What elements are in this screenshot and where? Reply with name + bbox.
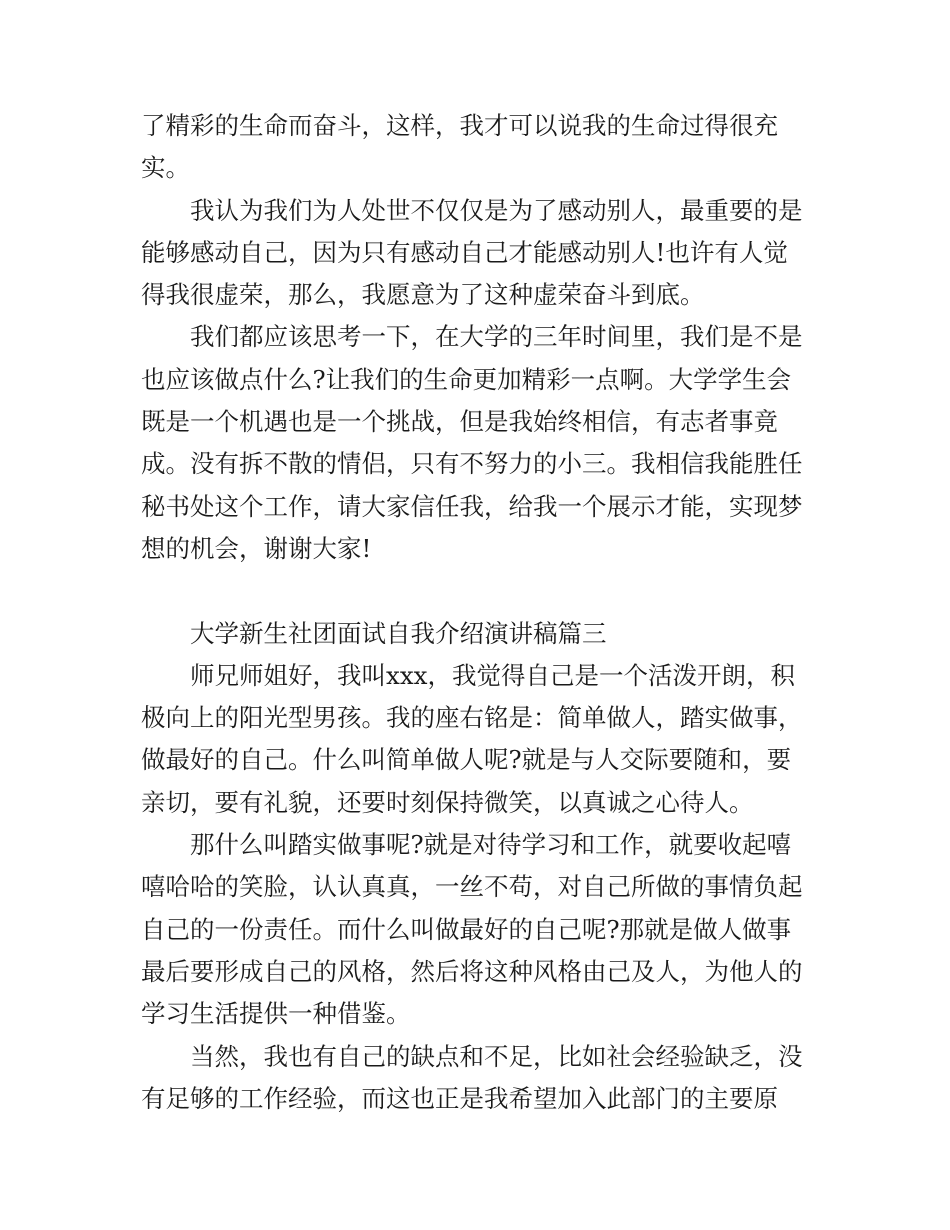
- text-line: 自己的一份责任。而什么叫做最好的自己呢?那就是做人做事: [141, 914, 792, 944]
- text-line: 了精彩的生命而奋斗，这样，我才可以说我的生命过得很充: [141, 111, 778, 140]
- text-line: 想的机会，谢谢大家!: [141, 533, 372, 563]
- paragraph-gap: [141, 570, 821, 612]
- text-line: 嘻哈哈的笑脸，认认真真，一丝不苟，对自己所做的事情负起: [141, 872, 803, 902]
- text-line: 得我很虚荣，那么，我愿意为了这种虚荣奋斗到底。: [141, 280, 705, 310]
- document-body: [141, 105, 821, 1120]
- text-line: 学习生活提供一种借鉴。: [141, 999, 411, 1029]
- text-line: 我们都应该思考一下，在大学的三年时间里，我们是不是: [190, 322, 803, 352]
- section-heading: 大学新生社团面试自我介绍演讲稿篇三: [190, 618, 607, 648]
- text-line: 我认为我们为人处世不仅仅是为了感动别人，最重要的是: [190, 195, 803, 225]
- text-line: 也应该做点什么?让我们的生命更加精彩一点啊。大学学生会: [141, 364, 792, 394]
- text-line: 那什么叫踏实做事呢?就是对待学习和工作，就要收起嘻: [190, 830, 792, 860]
- text-line: 成。没有拆不散的情侣，只有不努力的小三。我相信我能胜任: [141, 449, 803, 479]
- text-line: 有足够的工作经验，而这也正是我希望加入此部门的主要原: [141, 1083, 778, 1113]
- text-line: 极向上的阳光型男孩。我的座右铭是：简单做人，踏实做事，: [141, 703, 803, 733]
- text-line: 秘书处这个工作，请大家信任我，给我一个展示才能，实现梦: [141, 491, 803, 521]
- text-line: 既是一个机遇也是一个挑战，但是我始终相信，有志者事竟: [141, 407, 778, 437]
- text-line: 做最好的自己。什么叫简单做人呢?就是与人交际要随和，要: [141, 745, 792, 775]
- text-line: 师兄师姐好，我叫xxx，我觉得自己是一个活泼开朗，积: [190, 660, 795, 690]
- text-line: 亲切，要有礼貌，还要时刻保持微笑，以真诚之心待人。: [141, 787, 754, 817]
- text-line: 当然，我也有自己的缺点和不足，比如社会经验缺乏，没: [190, 1041, 803, 1071]
- text-line: 最后要形成自己的风格，然后将这种风格由己及人，为他人的: [141, 956, 803, 986]
- text-line: 实。: [141, 153, 190, 183]
- text-line: 能够感动自己，因为只有感动自己才能感动别人!也许有人觉: [141, 237, 788, 267]
